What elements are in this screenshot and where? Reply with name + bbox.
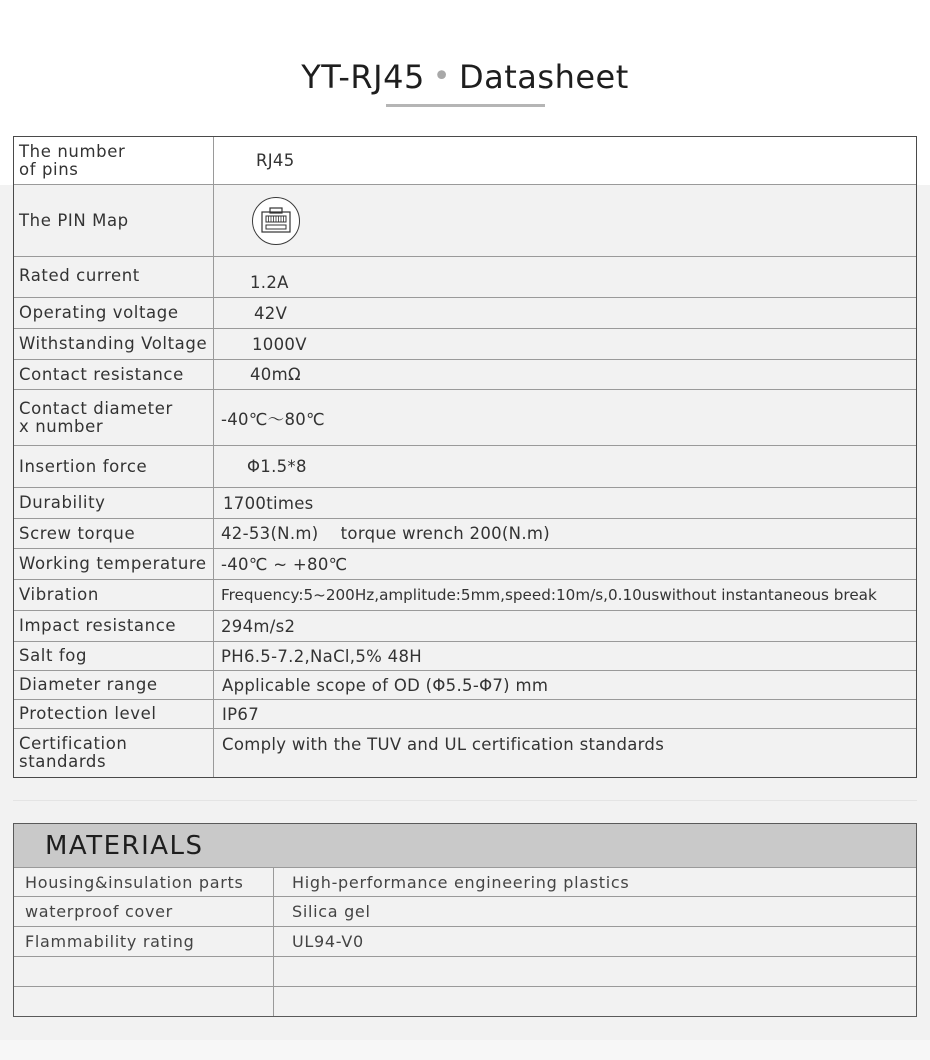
materials-label: Flammability rating	[14, 927, 274, 956]
title-model: YT-RJ45	[301, 58, 425, 96]
title-word: Datasheet	[459, 58, 629, 96]
spec-label: Diameter range	[14, 671, 214, 699]
spec-value: Φ1.5*8	[247, 457, 307, 476]
spec-value: 1000V	[252, 334, 307, 354]
spec-value: 42V	[254, 303, 288, 323]
spec-row-working-temperature	[14, 548, 916, 579]
spec-row-rated-current	[14, 256, 916, 297]
spec-value: IP67	[222, 704, 260, 724]
spec-label: Withstanding Voltage	[14, 329, 214, 359]
page-title	[0, 58, 930, 96]
datasheet-table	[13, 136, 917, 778]
spec-row-protection-level	[14, 699, 916, 728]
materials-row-empty	[14, 956, 916, 986]
spec-value: Applicable scope of OD (Φ5.5-Φ7) mm	[222, 675, 549, 695]
spec-value: Comply with the TUV and UL certification standards	[222, 735, 665, 754]
spec-row-vibration	[14, 579, 916, 610]
rj45-socket-icon	[252, 197, 300, 245]
spec-row-contact-diameter	[14, 389, 916, 445]
spec-value: RJ45	[256, 151, 295, 170]
spec-label: Working temperature	[14, 549, 214, 579]
spec-row-pin-map	[14, 184, 916, 256]
spec-label: Contact diameter x number	[14, 390, 214, 445]
spec-label: Vibration	[14, 580, 214, 610]
spec-row-diameter-range	[14, 670, 916, 699]
spec-label: Durability	[14, 488, 214, 518]
spec-row-withstanding-voltage	[14, 328, 916, 359]
materials-value: UL94-V0	[292, 932, 364, 951]
bottom-strip	[0, 1040, 930, 1060]
spec-row-certification	[14, 728, 916, 777]
spec-row-contact-resistance	[14, 359, 916, 389]
spec-label: Salt fog	[14, 642, 214, 670]
spec-row-screw-torque	[14, 518, 916, 548]
spec-row-pins	[14, 137, 916, 184]
materials-value: Silica gel	[292, 902, 371, 921]
spec-value: 294m/s2	[221, 616, 296, 636]
section-divider	[13, 800, 917, 801]
materials-row-empty	[14, 986, 916, 1016]
spec-label: Certification standards	[14, 729, 214, 777]
spec-value: PH6.5-7.2,NaCl,5% 48H	[221, 646, 422, 666]
materials-table	[13, 823, 917, 1017]
spec-label: The number of pins	[14, 137, 214, 184]
spec-label: Rated current	[14, 257, 214, 297]
materials-value	[274, 957, 916, 986]
spec-value: 1.2A	[250, 272, 289, 292]
spec-label: Impact resistance	[14, 611, 214, 641]
spec-value: -40℃～80℃	[221, 409, 325, 429]
spec-label: Protection level	[14, 700, 214, 728]
spec-label: Contact resistance	[14, 360, 214, 389]
materials-row	[14, 896, 916, 926]
spec-value: 42-53(N.m) torque wrench 200(N.m)	[221, 524, 550, 543]
spec-value: -40℃ ~ +80℃	[221, 554, 348, 574]
spec-row-salt-fog	[14, 641, 916, 670]
spec-label: The PIN Map	[14, 185, 214, 256]
materials-label	[14, 957, 274, 986]
spec-value: 40mΩ	[250, 365, 301, 384]
title-underline	[386, 104, 545, 107]
spec-row-insertion-force	[14, 445, 916, 487]
materials-row	[14, 868, 916, 896]
materials-label	[14, 987, 274, 1016]
materials-heading: MATERIALS	[14, 824, 916, 868]
title-separator: •	[432, 59, 451, 94]
spec-label: Operating voltage	[14, 298, 214, 328]
spec-value: Frequency:5~200Hz,amplitude:5mm,speed:10m/s,0.10uswithout instantaneous break	[221, 586, 877, 604]
materials-row	[14, 926, 916, 956]
spec-row-impact-resistance	[14, 610, 916, 641]
materials-value: High-performance engineering plastics	[292, 872, 630, 892]
spec-value	[214, 185, 916, 256]
spec-label: Insertion force	[14, 446, 214, 487]
materials-value	[274, 987, 916, 1016]
materials-label: waterproof cover	[14, 897, 274, 926]
spec-label: Screw torque	[14, 519, 214, 548]
spec-row-operating-voltage	[14, 297, 916, 328]
materials-label: Housing&insulation parts	[14, 868, 274, 896]
spec-row-durability	[14, 487, 916, 518]
spec-value: 1700times	[223, 493, 314, 513]
